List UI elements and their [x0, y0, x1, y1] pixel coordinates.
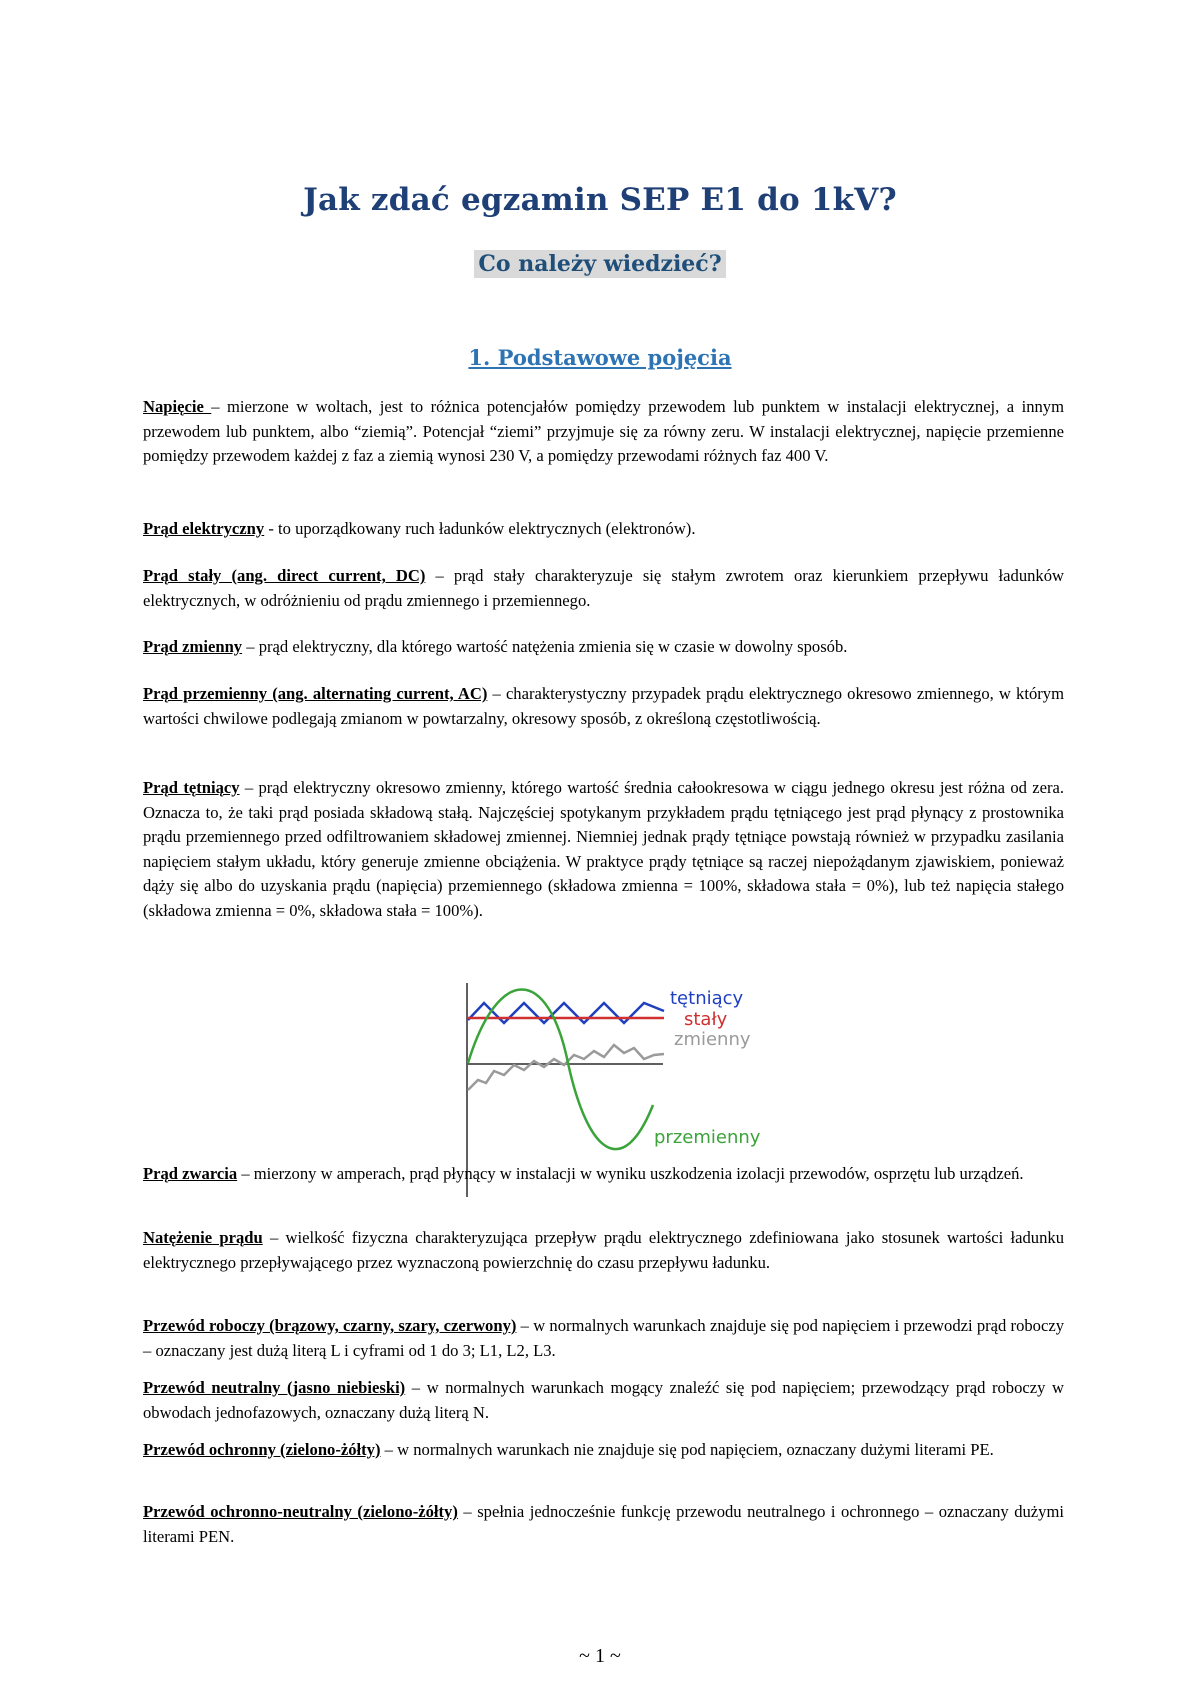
term: Przewód roboczy (brązowy, czarny, szary, czerwony)	[143, 1316, 517, 1335]
subtitle-wrapper	[0, 250, 1200, 278]
term: Napięcie	[143, 397, 212, 416]
term: Przewód neutralny (jasno niebieski)	[143, 1378, 406, 1397]
term: Prąd zmienny	[143, 637, 243, 656]
term: Prąd zwarcia	[143, 1164, 238, 1183]
definition-prad-elektryczny	[143, 517, 1064, 542]
definition-text: - to uporządkowany ruch ładunków elektrycznych (elektronów).	[264, 519, 696, 538]
pulsating-line	[468, 1003, 664, 1023]
definition-prad-staly	[143, 564, 1064, 613]
document-title: Jak zdać egzamin SEP E1 do 1kV?	[303, 182, 897, 218]
definition-text: – spełnia jednocześnie funkcję przewodu neutralnego i ochronnego – oznaczany dużymi literami PEN.	[143, 1502, 1064, 1546]
label-direct: stały	[684, 1009, 728, 1030]
label-variable: zmienny	[674, 1029, 751, 1050]
label-alternating: przemienny	[654, 1127, 761, 1148]
definition-text: – prąd stały charakteryzuje się stałym zwrotem oraz kierunkiem przepływu ładunków elektrycznych, w odróżnieniu od prądu zmiennego i przemiennego.	[143, 566, 1064, 610]
definition-przewod-neutralny	[143, 1376, 1064, 1425]
definition-text: – prąd elektryczny, dla którego wartość natężenia zmienia się w czasie w dowolny sposób.	[242, 637, 848, 656]
definition-przewod-ochronny	[143, 1438, 1064, 1463]
definition-przewod-roboczy	[143, 1314, 1064, 1363]
definition-natezenie-pradu	[143, 1226, 1064, 1275]
definition-text: – w normalnych warunkach mogący znaleźć się pod napięciem; przewodzący prąd roboczy w obwodach jednofazowych, oznaczany dużą literą N.	[143, 1378, 1064, 1422]
document-subtitle: Co należy wiedzieć?	[474, 250, 725, 278]
definition-prad-tetniacy	[143, 776, 1064, 923]
definition-prad-przemienny	[143, 682, 1064, 731]
term: Natężenie prądu	[143, 1228, 263, 1247]
definition-przewod-pen	[143, 1500, 1064, 1549]
term: Prąd przemienny (ang. alternating current, AC)	[143, 684, 488, 703]
definition-text: – wielkość fizyczna charakteryzująca przepływ prądu elektrycznego zdefiniowana jako stosunek wartości ładunku elektrycznego przepływającego przez wyznaczoną powierzchnię do czasu przepływu ładunku.	[143, 1228, 1064, 1272]
definition-prad-zwarcia	[143, 1162, 1064, 1187]
label-pulsating: tętniący	[670, 988, 744, 1009]
definition-text: – prąd elektryczny okresowo zmienny, którego wartość średnia całookresowa w ciągu jednego okresu jest różna od zera. Oznacza to, że taki prąd posiada składową stałą. Najczęściej spotykanym przykładem prądu tętniącego jest prąd płynący z prostownika prądu przemiennego przed odfiltrowaniem składowej zmiennej. Niemniej jednak prądy tętniące powstają również w przypadku zasilania napięciem stałym układu, który generuje zmienne obciążenia. W praktyce prądy tętniące są raczej niepożądanym zjawiskiem, ponieważ dąży się albo do uzyskania prądu (napięcia) przemiennego (składowa zmienna = 100%, składowa stała = 0%), lub też napięcia stałego (składowa zmienna = 0%, składowa stała = 100%).	[143, 778, 1064, 920]
term: Prąd elektryczny	[143, 519, 265, 538]
definition-prad-zmienny	[143, 635, 1064, 660]
definition-text: – w normalnych warunkach nie znajduje się pod napięciem, oznaczany dużymi literami PE.	[380, 1440, 994, 1459]
term: Prąd tętniący	[143, 778, 240, 797]
definition-text: – charakterystyczny przypadek prądu elektrycznego okresowo zmiennego, w którym wartości chwilowe podlegają zmianom w powtarzalny, okresowy sposób, z określoną częstotliwością.	[143, 684, 1064, 728]
definition-napiecie	[143, 395, 1064, 469]
term: Prąd stały (ang. direct current, DC)	[143, 566, 426, 585]
term: Przewód ochronny (zielono-żółty)	[143, 1440, 381, 1459]
definition-text: – mierzone w woltach, jest to różnica potencjałów pomiędzy przewodem lub punktem w instalacji elektrycznej, a innym przewodem lub punktem, albo “ziemią”. Potencjał “ziemi” przyjmuje się za równy zeru. W instalacji elektrycznej, napięcie przemienne pomiędzy przewodem każdej z faz a ziemią wynosi 230 V, a pomiędzy przewodami różnych faz 400 V.	[143, 397, 1064, 465]
page-number: ~ 1 ~	[579, 1645, 621, 1667]
term: Przewód ochronno-neutralny (zielono-żółty)	[143, 1502, 458, 1521]
section-heading: 1. Podstawowe pojęcia	[468, 345, 732, 370]
definition-text: – mierzony w amperach, prąd płynący w instalacji w wyniku uszkodzenia izolacji przewodów, osprzętu lub urządzeń.	[237, 1164, 1024, 1183]
definition-text: – w normalnych warunkach znajduje się pod napięciem i przewodzi prąd roboczy – oznaczany jest dużą literą L i cyframi od 1 do 3; L1, L2, L3.	[143, 1316, 1065, 1360]
